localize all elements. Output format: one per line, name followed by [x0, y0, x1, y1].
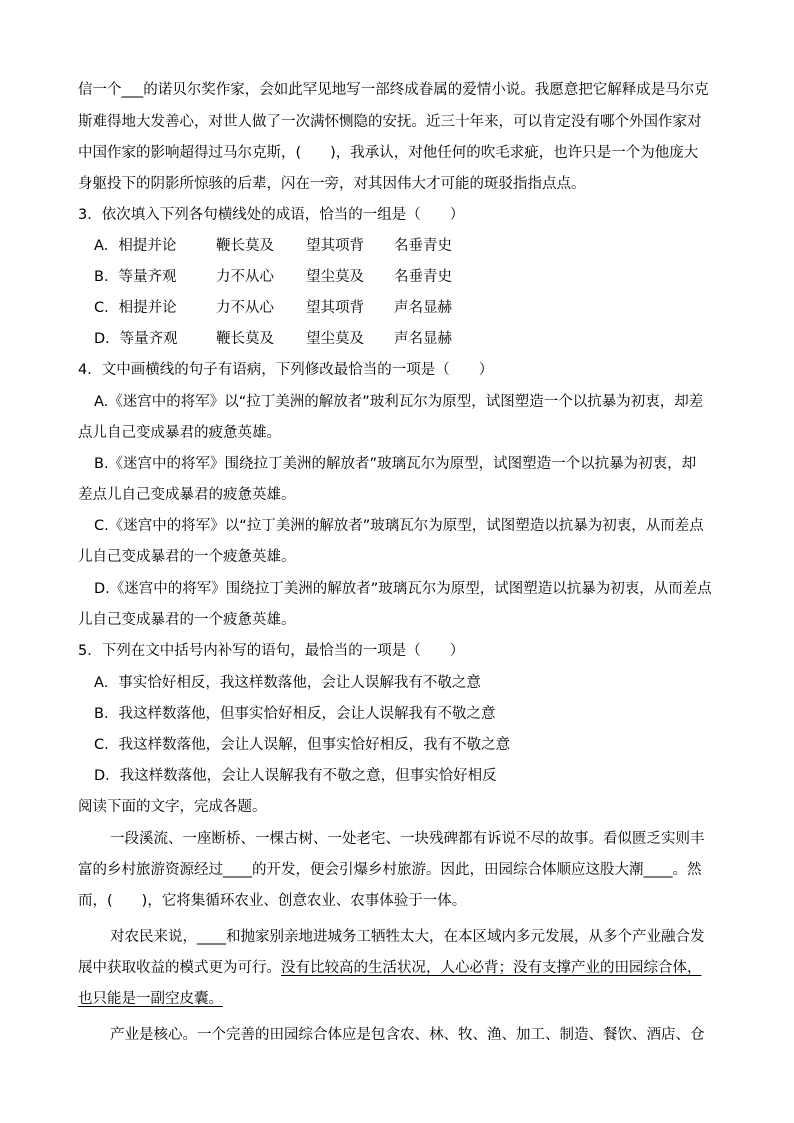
option-letter: A．	[94, 238, 119, 254]
option-word-2: 力不从心	[216, 300, 274, 316]
reading-p2-text: 展中获取收益的模式更为可行。	[78, 960, 281, 976]
q5-option-c[interactable]: C．我这样数落他，会让人误解，但事实恰好相反，我有不敬之意	[94, 737, 511, 753]
reading-p1-line-3: 而，( )，它将集循环农业、创意农业、农事体验于一体。	[78, 893, 467, 909]
option-word-3: 望其项背	[306, 300, 364, 316]
passage1-line-3: 中国作家的影响超得过马尔克斯，( )，我承认，对他任何的吹毛求疵，也许只是一个为他庞大	[78, 145, 699, 161]
q3-option-b[interactable]	[94, 267, 734, 287]
option-letter: B．	[94, 269, 119, 285]
option-letter: C．	[94, 300, 119, 316]
option-word-3: 望尘莫及	[306, 331, 364, 347]
reading-p1-line-1: 一段溪流、一座断桥、一棵古树、一处老宅、一块残碑都有诉说不尽的故事。看似匮乏实则丰	[110, 831, 705, 847]
option-word-3: 望其项背	[306, 238, 364, 254]
option-word-4: 声名显赫	[394, 300, 452, 316]
option-word-1: 等量齐观	[119, 331, 178, 347]
passage1-line-4: 身躯投下的阴影所惊骇的后辈，闪在一旁，对其因伟大才可能的斑驳指指点点。	[78, 176, 586, 192]
q4-option-d-line-1[interactable]: D.《迷宫中的将军》围绕拉丁美洲的解放者”玻璃瓦尔为原型，试图塑造以抗暴为初衷，从而差点	[94, 581, 712, 597]
q3-option-a[interactable]	[94, 236, 734, 256]
option-word-1: 等量齐观	[118, 269, 177, 285]
q4-option-b-line-1[interactable]: B.《迷宫中的将军》围绕拉丁美洲的解放者”玻璃瓦尔为原型，试图塑造一个以抗暴为初衷，却	[94, 456, 697, 472]
option-letter: D．	[94, 331, 120, 347]
option-word-4: 声名显赫	[394, 331, 452, 347]
reading-p2-line-1: 对农民来说，____和抛家别亲地进城务工牺牲太大，在本区域内多元发展，从多个产业融合发	[110, 929, 705, 945]
option-word-1: 相提并论	[118, 238, 177, 254]
q5-option-d[interactable]: D．我这样数落他，会让人误解我有不敬之意，但事实恰好相反	[94, 768, 497, 784]
q4-option-c-line-1[interactable]: C.《迷宫中的将军》以“拉丁美洲的解放者”玻璃瓦尔为原型，试图塑造以抗暴为初衷，从而差点	[94, 518, 704, 534]
reading-p1-line-2: 富的乡村旅游资源经过____的开发，便会引爆乡村旅游。因此，田园综合体顺应这股大潮____。然	[78, 862, 702, 878]
question-4-stem: 4．文中画横线的句子有语病，下列修改最恰当的一项是（ ）	[78, 362, 494, 378]
option-word-2: 鞭长莫及	[216, 238, 274, 254]
q4-option-d-line-2[interactable]: 儿自己变成暴君的一个疲惫英雄。	[78, 612, 296, 628]
q3-option-c[interactable]	[94, 298, 734, 318]
option-word-3: 望尘莫及	[306, 269, 364, 285]
q5-option-b[interactable]: B．我这样数落他，但事实恰好相反，会让人误解我有不敬之意	[94, 706, 496, 722]
underlined-sentence-end: 也只能是一副空皮囊。	[78, 991, 223, 1007]
underlined-sentence: 没有比较高的生活状况，人心必背；没有支撑产业的田园综合体，	[281, 960, 702, 976]
question-3-stem: 3．依次填入下列各句横线处的成语，恰当的一组是（ ）	[78, 207, 465, 223]
reading-p3-line-1: 产业是核心。一个完善的田园综合体应是包含农、林、牧、渔、加工、制造、餐饮、酒店、仓	[110, 1027, 705, 1043]
option-word-2: 力不从心	[216, 269, 274, 285]
reading-intro: 阅读下面的文字，完成各题。	[78, 799, 267, 815]
option-word-4: 名垂青史	[394, 238, 452, 254]
q4-option-b-line-2[interactable]: 差点儿自己变成暴君的疲惫英雄。	[78, 487, 296, 503]
option-word-2: 鞭长莫及	[216, 331, 274, 347]
q3-option-d[interactable]	[94, 329, 734, 349]
q4-option-a-line-2[interactable]: 点儿自己变成暴君的疲惫英雄。	[78, 425, 281, 441]
reading-p2-line-2	[78, 958, 718, 978]
q4-option-a-line-1[interactable]: A.《迷宫中的将军》以“拉丁美洲的解放者”玻利瓦尔为原型，试图塑造一个以抗暴为初衷，却差	[94, 394, 704, 410]
q4-option-c-line-2[interactable]: 儿自己变成暴君的一个疲惫英雄。	[78, 549, 296, 565]
passage1-line-1: 信一个___的诺贝尔奖作家，会如此罕见地写一部终成眷属的爱情小说。我愿意把它解释成是马尔克	[78, 82, 709, 98]
q5-option-a[interactable]: A．事实恰好相反，我这样数落他，会让人误解我有不敬之意	[94, 675, 481, 691]
reading-p2-line-3	[78, 989, 718, 1009]
option-word-4: 名垂青史	[394, 269, 452, 285]
option-word-1: 相提并论	[118, 300, 177, 316]
passage1-line-2: 斯难得地大发善心，对世人做了一次满怀恻隐的安抚。近三十年来，可以肯定没有哪个外国作家对	[78, 114, 702, 130]
question-5-stem: 5．下列在文中括号内补写的语句，最恰当的一项是（ ）	[78, 643, 465, 659]
